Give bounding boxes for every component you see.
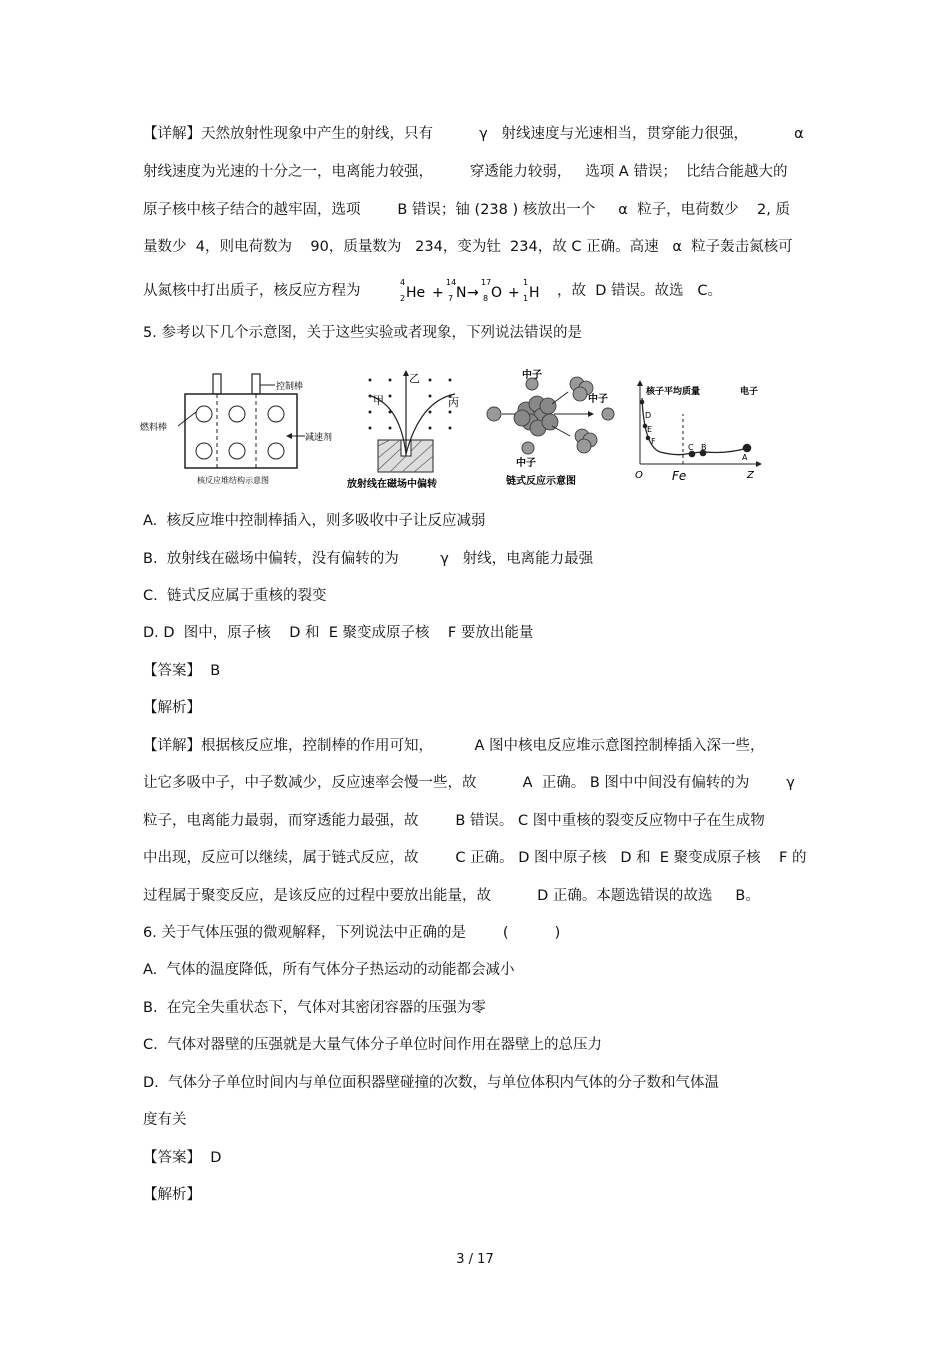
svg-text:C: C [688, 443, 694, 452]
svg-text:2: 2 [400, 294, 406, 303]
svg-text:O: O [491, 285, 503, 301]
svg-text:14: 14 [446, 278, 457, 287]
answer-label: 【答案】 B [143, 663, 221, 679]
svg-text:放射线在磁场中偏转: 放射线在磁场中偏转 [347, 479, 437, 490]
svg-text:中子: 中子 [522, 370, 542, 381]
svg-text:乙: 乙 [409, 372, 420, 385]
svg-text:核子平均质量: 核子平均质量 [646, 387, 701, 397]
svg-text:控制棒: 控制棒 [276, 382, 304, 392]
svg-text:Fe: Fe [672, 469, 687, 483]
reactor-figure [140, 368, 340, 493]
explanation-line: 量数少 4，则电荷数为 90，质量数为 234，变为钍 234，故 C 正确。高速 α 粒子轰击氮核可 [143, 239, 793, 255]
option-d: D. 气体分子单位时间内与单位面积器壁碰撞的次数，与单位体积内气体的分子数和气体温 [143, 1075, 719, 1091]
analysis-label: 【解析】 [143, 700, 201, 716]
chain-reaction-figure [482, 366, 622, 491]
option-c: C. 气体对器壁的压强就是大量气体分子单位时间作用在器壁上的总压力 [143, 1037, 602, 1053]
svg-text:F: F [651, 437, 656, 446]
svg-text:+: + [432, 285, 444, 301]
svg-text:B: B [701, 443, 707, 452]
option-a: A. 气体的温度降低，所有气体分子热运动的动能都会减小 [143, 962, 515, 978]
page-number: 3 / 17 [456, 1252, 494, 1267]
svg-text:燃料棒: 燃料棒 [140, 423, 168, 433]
option-c: C. 链式反应属于重核的裂变 [143, 588, 327, 604]
explanation-line: 原子核中核子结合的越牢固，选项 B 错误；铀 (238 ) 核放出一个 α 粒子，电荷数少 2, 质 [143, 202, 790, 218]
binding-curve-figure [626, 366, 766, 491]
svg-text:D: D [645, 411, 652, 420]
svg-text:H: H [529, 285, 540, 301]
svg-text:链式反应示意图: 链式反应示意图 [506, 476, 576, 487]
explanation-line: 【详解】根据核反应堆，控制棒的作用可知， A 图中核电反应堆示意图控制棒插入深一些， [143, 738, 765, 754]
svg-text:减速剂: 减速剂 [305, 433, 333, 443]
svg-text:1: 1 [523, 294, 529, 303]
explanation-line: 让它多吸中子，中子数减少，反应速率会慢一些，故 A 正确。 B 图中中间没有偏转的为 γ [143, 775, 795, 791]
option-a: A. 核反应堆中控制棒插入，则多吸收中子让反应减弱 [143, 513, 486, 529]
svg-text:电子: 电子 [740, 387, 759, 397]
svg-text:7: 7 [448, 294, 454, 303]
nuclear-equation [395, 276, 557, 306]
svg-text:A: A [742, 453, 748, 462]
svg-text:He: He [406, 285, 426, 301]
svg-text:4: 4 [400, 278, 406, 287]
svg-text:甲: 甲 [373, 394, 384, 407]
svg-text:中子: 中子 [516, 458, 536, 469]
option-b: B. 放射线在磁场中偏转，没有偏转的为 γ 射线，电离能力最强 [143, 551, 594, 567]
svg-text:N: N [456, 285, 467, 301]
svg-text:E: E [647, 425, 653, 434]
analysis-label: 【解析】 [143, 1187, 201, 1203]
question-6: 6. 关于气体压强的微观解释，下列说法中正确的是 ( ) [143, 925, 561, 941]
svg-text:8: 8 [483, 294, 489, 303]
answer-label: 【答案】 D [143, 1150, 222, 1166]
svg-text:Z: Z [747, 470, 754, 481]
svg-text:+: + [508, 285, 520, 301]
option-d: D. D 图中，原子核 D 和 E 聚变成原子核 F 要放出能量 [143, 625, 534, 641]
explanation-line: 过程属于聚变反应，是该反应的过程中要放出能量，故 D 正确。本题选错误的故选 B。 [143, 888, 760, 904]
explanation-line: 【详解】天然放射性现象中产生的射线，只有 γ 射线速度与光速相当，贯穿能力很强， α [143, 126, 804, 142]
explanation-line: 射线速度为光速的十分之一，电离能力较强， 穿透能力较弱， 选项 A 错误； 比结合能越大的 [143, 164, 788, 180]
option-d-continued: 度有关 [143, 1112, 187, 1128]
explanation-line: 粒子，电离能力最弱，而穿透能力最强，故 B 错误。 C 图中重核的裂变反应物中子在生成物 [143, 813, 765, 829]
explanation-line: 从氮核中打出质子，核反应方程为 [143, 283, 361, 299]
svg-text:1: 1 [523, 278, 529, 287]
svg-text:→: → [467, 285, 479, 301]
explanation-line: 中出现，反应可以继续，属于链式反应，故 C 正确。 D 图中原子核 D 和 E 聚变成原子核 F 的 [143, 850, 807, 866]
radiation-deflection-figure [345, 366, 475, 491]
svg-text:核反应堆结构示意图: 核反应堆结构示意图 [197, 476, 269, 485]
option-b: B. 在完全失重状态下，气体对其密闭容器的压强为零 [143, 1000, 486, 1016]
explanation-line: ，故 D 错误。故选 C。 [557, 283, 722, 299]
question-5: 5. 参考以下几个示意图，关于这些实验或者现象，下列说法错误的是 [143, 325, 582, 341]
svg-text:O: O [635, 470, 643, 481]
svg-text:丙: 丙 [448, 396, 459, 409]
svg-text:17: 17 [481, 278, 492, 287]
svg-text:中子: 中子 [588, 394, 608, 405]
